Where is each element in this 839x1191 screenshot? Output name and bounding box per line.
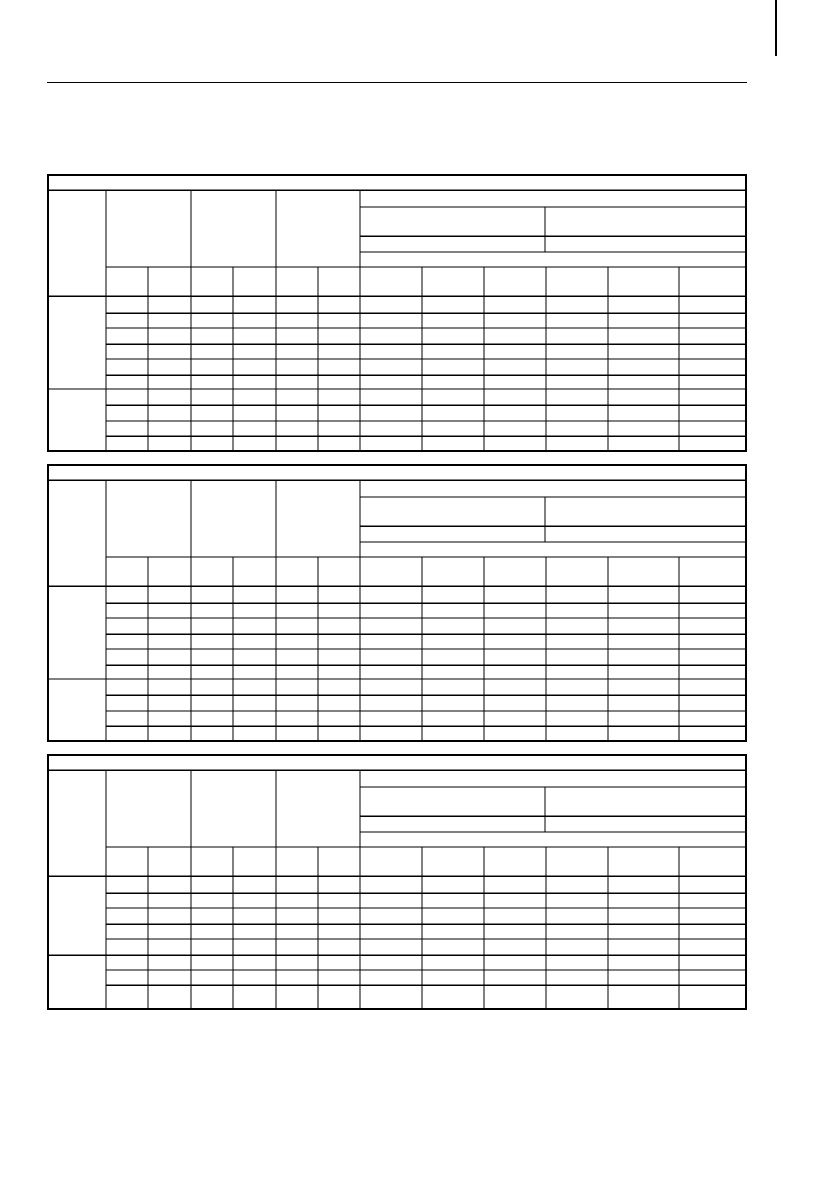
table-grid bbox=[49, 466, 745, 740]
spec-table-2 bbox=[47, 464, 747, 742]
header-rule bbox=[47, 82, 747, 83]
spec-table-1 bbox=[47, 174, 747, 452]
table-grid bbox=[49, 176, 745, 450]
table-grid bbox=[49, 756, 745, 1008]
spec-table-3 bbox=[47, 754, 747, 1010]
page-corner-mark bbox=[775, 0, 777, 56]
